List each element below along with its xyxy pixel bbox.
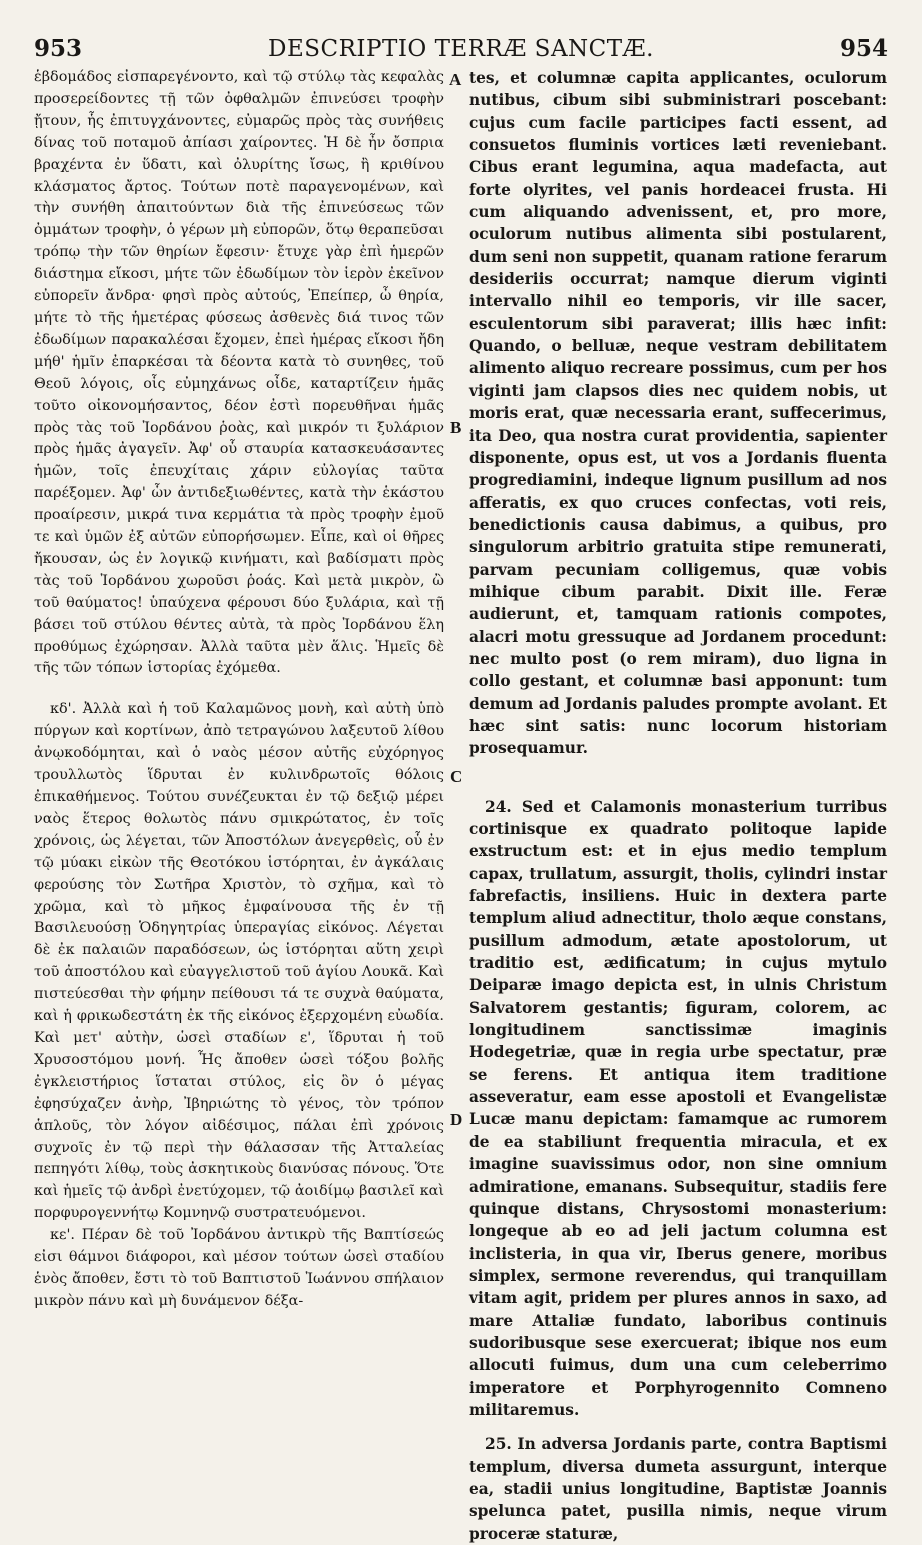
running-title: DESCRIPTIO TERRÆ SANCTÆ. (268, 36, 654, 62)
column-marker-a: A (449, 70, 462, 89)
latin-paragraph-1: tes, et columnæ capita applicantes, oculorum nutibus, cibum sibi subministrari poscebant: cujus cum facile participes facti essent, ad consuetos fluminis vortices læti reveniebant. Cibus erant legumina, aqua madefacta, aut forte olyrites, vel panis hordeacei frusta. Hi cum aliquando advenissent, et, pro more, oculorum nutibus alimenta sibi postularent, dum seni non suppetit, quanam ratione ferarum desideriis occurrat; namque dierum viginti intervallo nihil eo temporis, vir ille sacer, esculentorum sibi paraverat; illis hæc infit: Quando, o belluæ, neque vestram debilitatem alimento aliquo recreare possimus, cum per hos viginti jam clapsos dies nec quidem nobis, ut moris erat, quæ necessaria erant, suffecerimus, ita Deo, qua nostra curat providentia, sapienter disponente, opus est, ut vos a Jordanis fluenta progrediamini, indeque lignum pusillum ad nos afferatis, ex quo cruces confectas, voti reis, benedictionis causa dabimus, a quibus, pro singulorum arbitrio gratuita stipe remunerati, parvam pecuniam colligemus, quæ vobis mihique cibum parabit. Dixit ille. Feræ audierunt, et, tamquam rationis compotes, alacri motu gressuque ad Jordanem procedunt: nec multo post (o rem miram), duo ligna in collo gestant, et columnæ basi apponunt: tum demum ad Jordanis paludes prompte avolant. Et hæc sint satis: nunc locorum historiam prosequamur. (469, 69, 887, 758)
page-header (34, 34, 888, 64)
latin-paragraph-25: 25. In adversa Jordanis parte, contra Baptismi templum, diversa dumeta assurgunt, interque ea, stadii unius longitudine, Baptistæ Joannis spelunca patet, pusilla nimis, neque virum proceræ staturæ, (469, 1435, 887, 1543)
section-gap (469, 1421, 887, 1433)
page-number-left: 953 (34, 35, 83, 62)
latin-column (469, 67, 887, 1543)
section-gap (34, 680, 444, 699)
column-marker-b: B (450, 418, 462, 437)
latin-paragraph-24: 24. Sed et Calamonis monasterium turribus cortinisque ex quadrato politoque lapide exstructum est: et in ejus medio templum capax, trullatum, assurgit, tholis, cylindri instar fabrefactis, insiliens. Huic in dextera parte templum aliud adnectitur, tholo æque constans, pusillum admodum, ætate apostolorum, ut traditio est, ædificatum; in cujus mytulo Deiparæ imago depicta est, in ulnis Christum Salvatorem gestantis; figuram, colorem, ac longitudinem sanctissimæ imaginis Hodegetriæ, quæ in regia urbe spectatur, præ se ferens. Et antiqua item traditione asseveratur, eam esse apostoli et Evangelistæ Lucæ manu depictam: famamque ac rumorem de ea stabiliunt frequentia miracula, et ex imagine suavissimus odor, non sine omnium admiratione, emanans. Subsequitur, stadiis fere quinque distans, Chrysostomi monasterium: longeque ab eo ad jeli jactum columna est inclisteria, in qua vir, Iberus genere, moribus simplex, sermone reverendus, qui tranquillam vitam agit, pridem per plures annos in saxo, ad mare Attaliæ fundato, laboribus continuis sudoribusque sese exercuerat; ibique nos eum allocuti fuimus, dum una cum celeberrimo imperatore et Porphyrogennito Comneno militaremus. (469, 797, 887, 1419)
greek-column (34, 67, 444, 1500)
section-gap (469, 760, 887, 796)
page-number-right: 954 (839, 35, 888, 62)
column-marker-d: D (450, 1110, 463, 1129)
greek-paragraph-25: κε'. Πέραν δὲ τοῦ Ἰορδάνου ἀντικρὺ τῆς Βαπτίσεώς εἰσι θάμνοι διάφοροι, καὶ μέσον τούτων ὡσεὶ σταδίου ἑνὸς ἄποθεν, ἔστι τὸ τοῦ Βαπτιστοῦ Ἰωάννου σπήλαιον μικρὸν πάνυ καὶ μὴ δυνάμενον δέξα- (34, 1227, 444, 1309)
greek-paragraph-1: ἑβδομάδος εἰσπαρεγένοντο, καὶ τῷ στύλῳ τὰς κεφαλὰς προσερείδοντες τῇ τῶν ὀφθαλμῶν ἐπινεύσει τροφὴν ᾔτουν, ἧς ἐπιτυγχάνοντες, εὐμαρῶς πρὸς τὰς συνήθεις δίνας τοῦ ποταμοῦ ἀπίασι χαίροντες. Ἡ δὲ ἦν ὄσπρια βραχέντα ἐν ὕδατι, καὶ ὀλυρίτης ἴσως, ἢ κριθίνου κλάσματος ἄρτος. Τούτων ποτὲ παραγενομένων, καὶ τὴν συνήθη ἀπαιτούντων διὰ τῆς ἐπινεύσεως τῶν ὀμμάτων τροφὴν, ὁ γέρων μὴ εὐπορῶν, ὅτῳ θεραπεῦσαι τρόπῳ τὴν τῶν θηρίων ἔφεσιν· ἔτυχε γὰρ ἐπὶ ἡμερῶν διάστημα εἴκοσι, μήτε τῶν ἐδωδίμων τὸν ἱερὸν ἐκεῖνον εὐπορεῖν ἄνδρα· φησὶ πρὸς αὐτούς, Ἐπείπερ, ὦ θηρία, μήτε τὸ τῆς ἡμετέρας φύσεως ἀσθενὲς διά τινος τῶν ἐδωδίμων παρακαλέσαι ἔχομεν, ἐπεὶ ἡμέρας εἴκοσι ἤδη μήθ' ἡμῖν ἐπαρκέσαι τὰ δέοντα κατὰ τὸ συνηθες, τοῦ Θεοῦ λόγοις, οἷς εὐμηχάνως οἶδε, καταρτίζειν ἡμᾶς τοῦτο οἰκονομήσαντος, δέον ἐστὶ πορευθῆναι ἡμᾶς πρὸς τὰς τοῦ Ἰορδάνου ῥοὰς, καὶ μικρόν τι ξυλάριον πρὸς ἡμᾶς ἀγαγεῖν. Ἀφ' οὗ σταυρία κατασκευάσαντες ἡμῶν, τοῖς ἐπευχίταις χάριν εὐλογίας ταῦτα παρέξομεν. Ἀφ' ὧν ἀντιδεξιωθέντες, κατὰ τὴν ἑκάστου προαίρεσιν, μικρά τινα κερμάτια τὰ πρὸς τροφὴν ἐμοῦ τε καὶ ὑμῶν ἐξ αὐτῶν εὐπορήσωμεν. Εἶπε, καὶ οἱ θῆρες ἤκουσαν, ὡς ἐν λογικῷ κινήματι, καὶ βαδίσματι πρὸς τὰς τοῦ Ἰορδάνου χωροῦσι ῥοάς. Καὶ μετὰ μικρὸν, ὢ τοῦ θαύματος! ὑπαύχενα φέρουσι δύο ξυλάρια, καὶ τῇ βάσει τοῦ στύλου θέντες αὐτὰ, τὰ πρὸς Ἰορδάνου ἕλη προθύμως ἐχώρησαν. Ἀλλὰ ταῦτα μὲν ἅλις. Ἡμεῖς δὲ τῆς τῶν τόπων ἱστορίας ἐχόμεθα. (34, 69, 444, 677)
greek-paragraph-24: κδ'. Ἀλλὰ καὶ ἡ τοῦ Καλαμῶνος μονὴ, καὶ αὐτὴ ὑπὸ πύργων καὶ κορτίνων, ἀπὸ τετραγώνου λαξευτοῦ λίθου ἀνῳκοδόμηται, καὶ ὁ ναὸς μέσον αὐτῆς εὐχόρηγος τρουλλωτὸς ἵδρυται ἐν κυλινδρωτοῖς θόλοις ἐπικαθήμενος. Τούτου συνέζευκται ἐν τῷ δεξιῷ μέρει ναὸς ἕτερος θολωτὸς πάνυ σμικρώτατος, ἐν τοῖς χρόνοις, ὡς λέγεται, τῶν Ἀποστόλων ἀνεγερθεὶς, οὗ ἐν τῷ μύακι εἰκὼν τῆς Θεοτόκου ἱστόρηται, ἐν ἀγκάλαις φερούσης τὸν Σωτῆρα Χριστὸν, τὸ σχῆμα, καὶ τὸ χρῶμα, καὶ τὸ μῆκος ἐμφαίνουσα τῆς ἐν τῇ Βασιλευούσῃ Ὁδηγητρίας ὑπεραγίας εἰκόνος. Λέγεται δὲ ἐκ παλαιῶν παραδόσεων, ὡς ἱστόρηται αὕτη χειρὶ τοῦ ἀποστόλου καὶ εὐαγγελιστοῦ τοῦ ἁγίου Λουκᾶ. Καὶ πιστεύεσθαι τὴν φήμην πείθουσι τά τε συχνὰ θαύματα, καὶ ἡ φρικωδεστάτη ἐκ τῆς εἰκόνος ἐξερχομένη εὐωδία. Καὶ μετ' αὐτὴν, ὡσεὶ σταδίων ε', ἵδρυται ἡ τοῦ Χρυσοστόμου μονή. Ἧς ἄποθεν ὡσεὶ τόξου βολῆς ἐγκλειστήριος ἵσταται στύλος, εἰς ὃν ὁ μέγας ἐφησύχαζεν ἀνὴρ, Ἰβηριώτης τὸ γένος, τὸν τρόπον ἁπλοῦς, τὸν λόγον αἰδέσιμος, πάλαι ἐπὶ χρόνοις συχνοῖς ἐν τῷ περὶ τὴν θάλασσαν τῆς Ἀτταλείας πεπηγότι λίθῳ, τοὺς ἀσκητικοὺς διανύσας πόνους. Ὅτε καὶ ἡμεῖς τῷ ἀνδρὶ ἐνετύχομεν, τῷ ἀοιδίμῳ βασιλεῖ καὶ πορφυρογεννήτῳ Κομνηνῷ συστρατευόμενοι. (34, 701, 444, 1222)
column-marker-c: C (450, 767, 463, 786)
